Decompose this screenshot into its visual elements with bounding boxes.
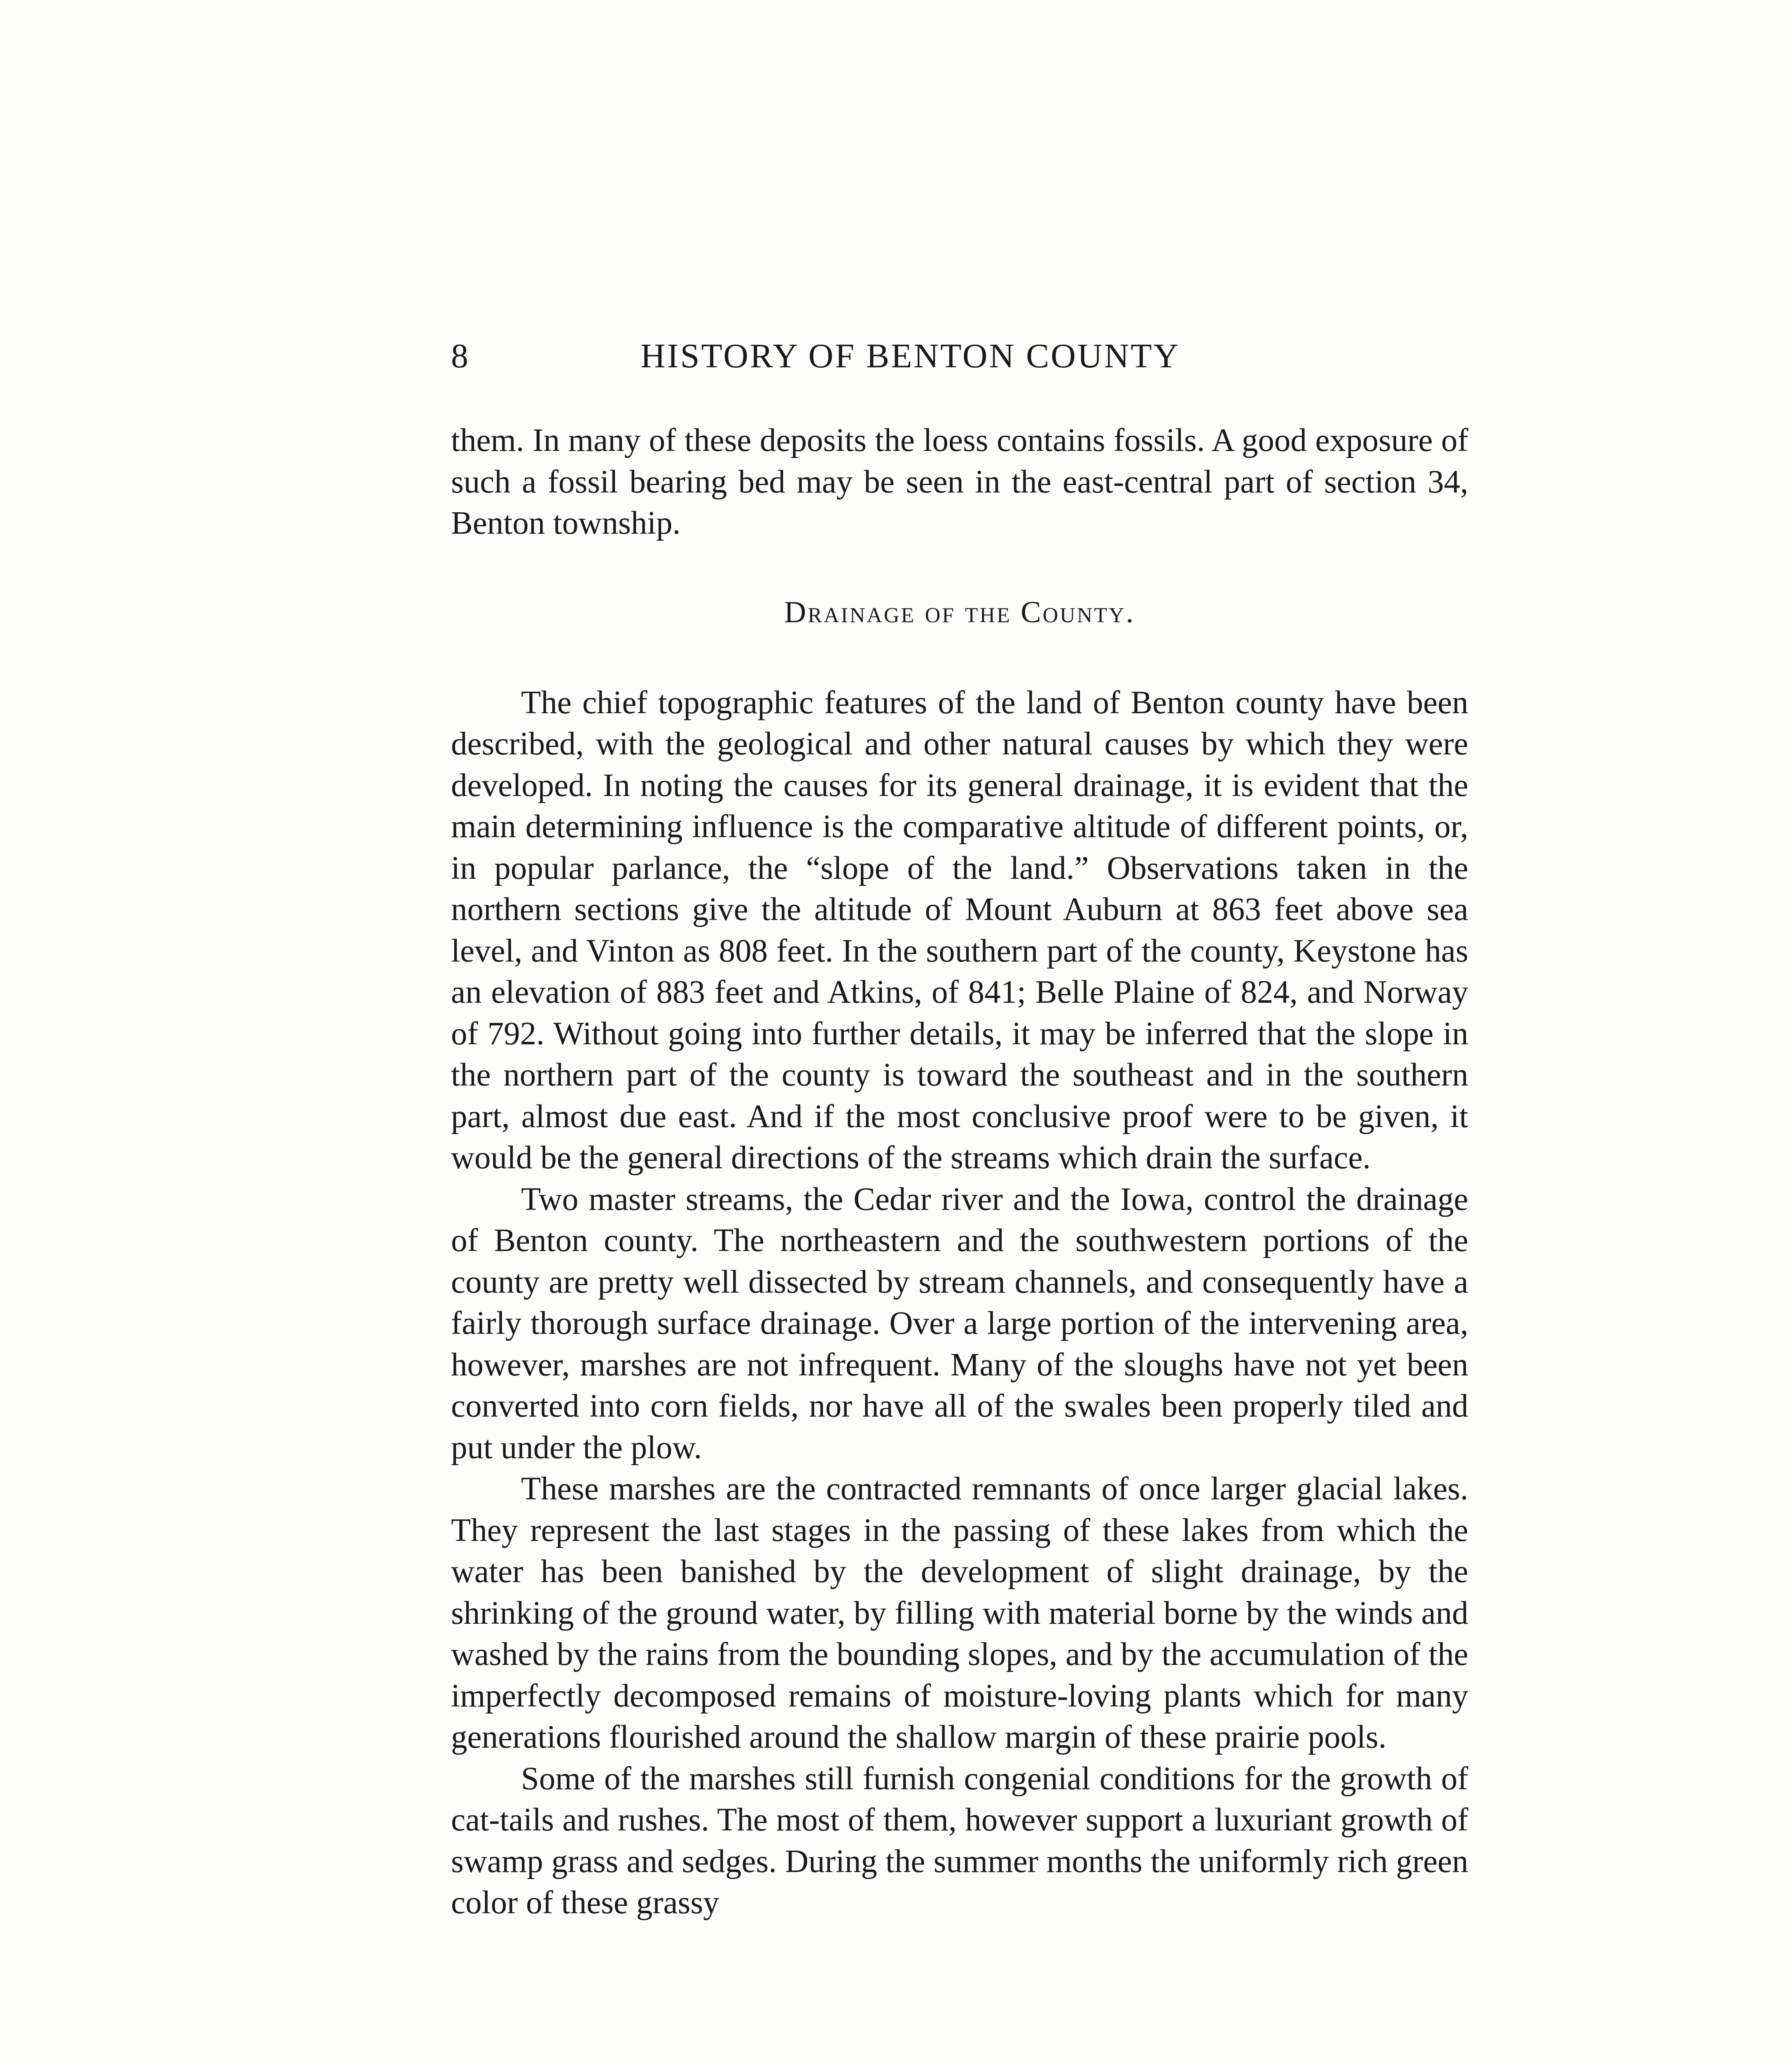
running-title: HISTORY OF BENTON COUNTY <box>640 337 1180 375</box>
paragraph: These marshes are the contracted remnants of once larger glacial lakes. They represent the last stages in the passing of these lakes from which the water has been banished by the development of slight drainage, by the shrinking of the ground water, by filling with material borne by the winds and washed by the rains from the bounding slopes, and by the accumulation of the imperfectly decomposed remains of moisture-loving plants which for many generations flourished around the shallow margin of these prairie pools. <box>451 1471 1468 1755</box>
section-heading: Drainage of the County. <box>784 595 1135 629</box>
paragraph: Two master streams, the Cedar river and the Iowa, control the drainage of Benton county. The northeastern and the southwestern portions of the county are pretty well dissected by stream channels, and consequently have a fairly thorough surface drainage. Over a large portion of the intervening area, however, marshes are not infrequent. Many of the sloughs have not yet been converted into corn fields, nor have all of the swales been properly tiled and put under the plow. <box>451 1181 1468 1466</box>
paragraph: Some of the marshes still furnish congenial conditions for the growth of cat-tails and rushes. The most of them, however support a luxuriant growth of swamp grass and sedges. During the summer months the uniformly rich green color of these grassy <box>451 1760 1468 1921</box>
paragraph: The chief topographic features of the land of Benton county have been described, with the geological and other natural causes by which they were developed. In noting the causes for its general drainage, it is evident that the main determining influence is the comparative altitude of different points, or, in popular parlance, the “slope of the land.” Observations taken in the northern sections give the altitude of Mount Auburn at 863 feet above sea level, and Vinton as 808 feet. In the southern part of the county, Keystone has an elevation of 883 feet and Atkins, of 841; Belle Plaine of 824, and Norway of 792. Without going into further details, it may be inferred that the slope in the northern part of the county is toward the southeast and in the southern part, almost due east. And if the most conclusive proof were to be given, it would be the general directions of the streams which drain the surface. <box>451 684 1468 1176</box>
body-text <box>451 420 1468 1924</box>
page-header <box>451 334 1497 379</box>
page-number: 8 <box>451 337 468 375</box>
paragraph-continued: them. In many of these deposits the loess contains fossils. A good exposure of such a fossil bearing bed may be seen in the east-central part of section 34, Benton township. <box>451 423 1468 541</box>
